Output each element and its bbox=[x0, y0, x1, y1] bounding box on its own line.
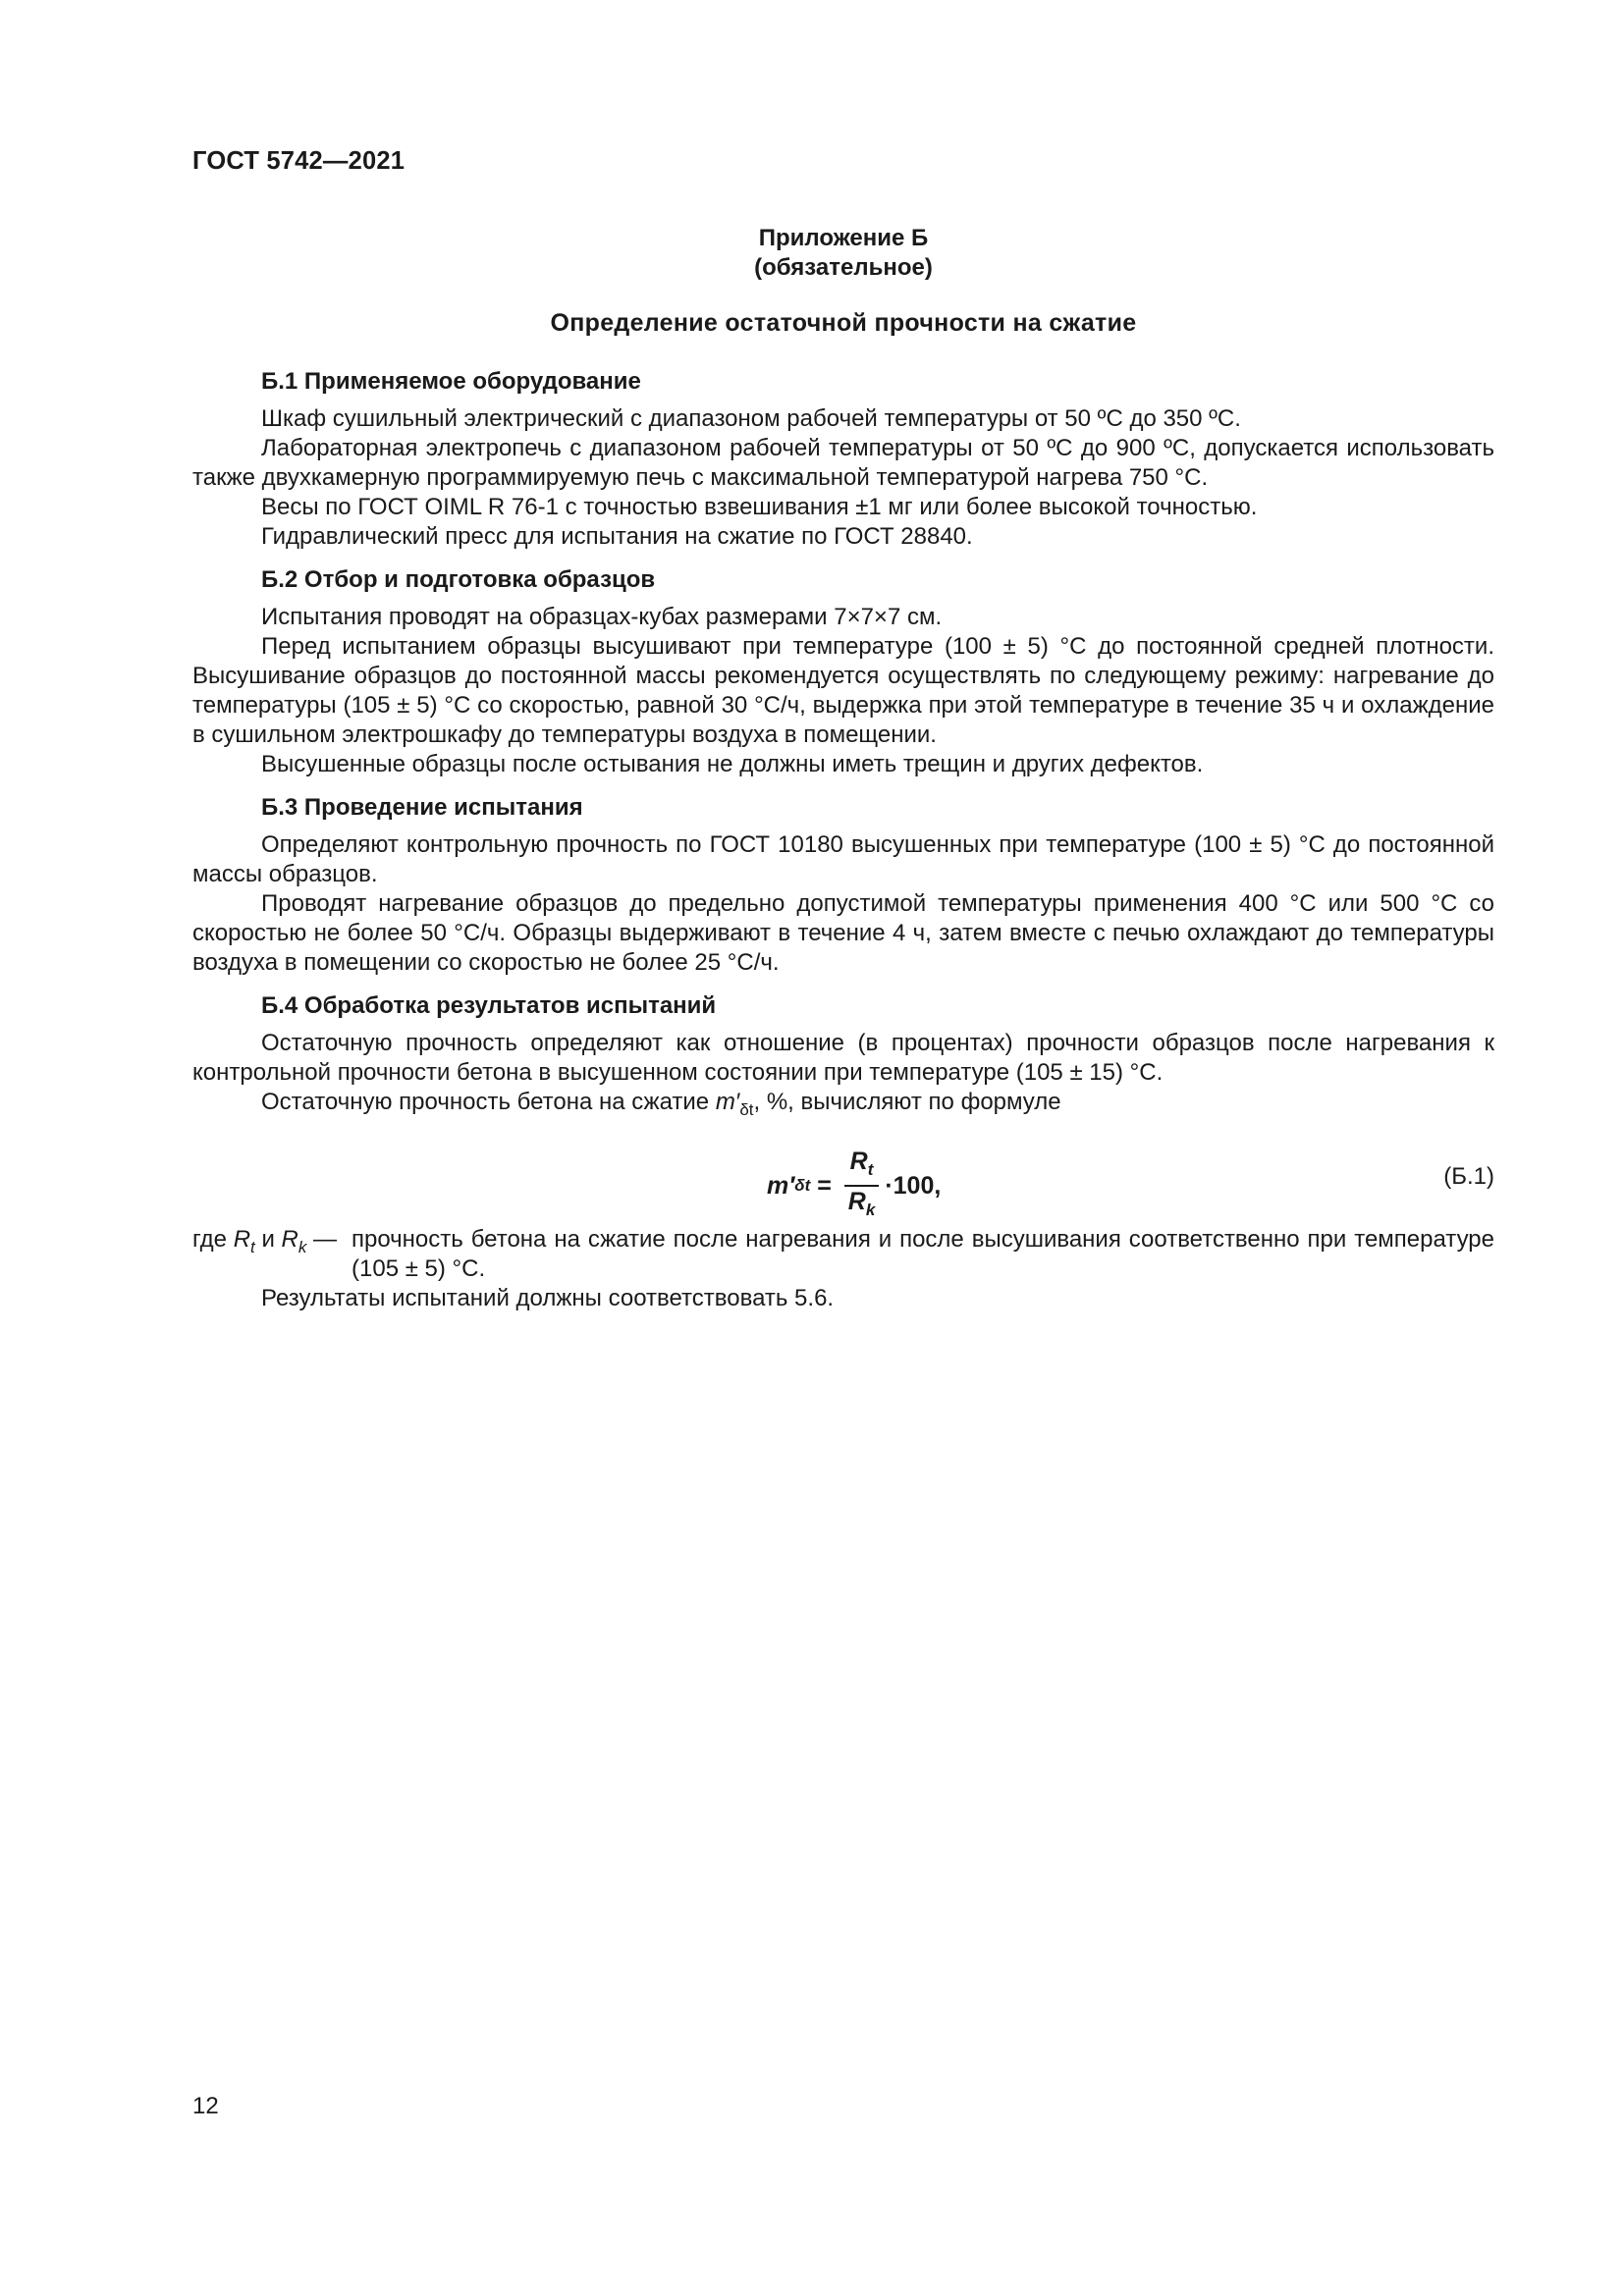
formula-equals: = bbox=[810, 1171, 839, 1200]
formula-number: (Б.1) bbox=[1443, 1162, 1494, 1190]
paragraph: Перед испытанием образцы высушивают при температуре (100 ± 5) °С до постоянной средней плотности. Высушивание образцов до постоянной массы рекомендуется осуществлять по следующему режиму: нагревание до температуры (105 ± 5) °С со скоростью, равной 30 °С/ч, выдержка при этой температуре в течение 35 ч и охлаждение в сушильном электрошкафу до температуры воздуха в помещении. bbox=[192, 633, 1494, 748]
annex-title: Приложение Б bbox=[758, 225, 929, 251]
formula-lhs: m′ bbox=[767, 1171, 795, 1200]
where-prefix: где bbox=[192, 1225, 234, 1253]
numerator-symbol: R bbox=[849, 1147, 868, 1175]
section-heading: Б.2 Отбор и подготовка образцов bbox=[261, 566, 656, 593]
formula bbox=[767, 1147, 941, 1225]
conclusion-paragraph: Результаты испытаний должны соответствовать 5.6. bbox=[261, 1284, 835, 1311]
paragraph bbox=[192, 1088, 1494, 1125]
where-terms bbox=[192, 1225, 352, 1284]
paragraph: Проводят нагревание образцов до предельно допустимой температуры применения 400 °С или 500 °С со скоростью не более 50 °С/ч. Образцы выдерживают в течение 4 ч, затем вместе с печью охлаждают до температуры воздуха в помещении со скоростью не более 25 °С/ч. bbox=[192, 890, 1494, 976]
text-run: Остаточную прочность бетона на сжатие bbox=[261, 1089, 716, 1115]
text-run: , %, вычисляют по формуле bbox=[753, 1089, 1061, 1115]
formula-lhs-subscript: δt bbox=[794, 1175, 811, 1195]
where-and: и bbox=[254, 1225, 282, 1253]
annex-type: (обязательное) bbox=[754, 254, 933, 281]
annex-heading: Определение остаточной прочности на сжатие bbox=[550, 309, 1137, 337]
paragraph: Лабораторная электропечь с диапазоном рабочей температуры от 50 ºС до 900 ºС, допускается использовать также двухкамерную программируемую печь с максимальной температурой нагрева 750 °С. bbox=[192, 435, 1494, 491]
symbol-subscript: δt bbox=[739, 1099, 754, 1119]
fraction-numerator bbox=[844, 1147, 880, 1187]
where-definition: прочность бетона на сжатие после нагревания и после высушивания соответственно при температуре (105 ± 5) °С. bbox=[352, 1225, 1494, 1282]
denominator-subscript: k bbox=[865, 1200, 876, 1219]
paragraph: Остаточную прочность определяют как отношение (в процентах) прочности образцов после нагревания к контрольной прочности бетона в высушенном состоянии при температуре (105 ± 15) °С. bbox=[192, 1030, 1494, 1086]
where-subscript-t: t bbox=[250, 1237, 255, 1256]
section-heading: Б.4 Обработка результатов испытаний bbox=[261, 992, 717, 1019]
section-b4 bbox=[192, 991, 1494, 1125]
where-symbol-rk: R bbox=[281, 1225, 298, 1253]
section-b2 bbox=[192, 565, 1494, 779]
paragraph: Испытания проводят на образцах-кубах размерами 7×7×7 см. bbox=[261, 604, 943, 630]
numerator-subscript: t bbox=[867, 1159, 874, 1179]
where-subscript-k: k bbox=[298, 1237, 307, 1256]
symbol-m: m′ bbox=[715, 1089, 740, 1115]
paragraph: Весы по ГОСТ OIML R 76-1 с точностью взвешивания ±1 мг или более высокой точностью. bbox=[261, 494, 1258, 520]
where-dash: — bbox=[306, 1225, 338, 1253]
denominator-symbol: R bbox=[847, 1187, 866, 1215]
document-code-header: ГОСТ 5742—2021 bbox=[192, 147, 406, 175]
paragraph: Шкаф сушильный электрический с диапазоном рабочей температуры от 50 ºС до 350 ºС. bbox=[261, 405, 1241, 432]
page-number: 12 bbox=[192, 2093, 219, 2119]
section-b1 bbox=[192, 367, 1494, 552]
paragraph: Высушенные образцы после остывания не должны иметь трещин и других дефектов. bbox=[261, 751, 1204, 777]
formula-rhs: ·100, bbox=[885, 1171, 942, 1200]
paragraph: Гидравлический пресс для испытания на сжатие по ГОСТ 28840. bbox=[261, 523, 973, 550]
formula-block bbox=[192, 1145, 1494, 1219]
section-heading: Б.3 Проведение испытания bbox=[261, 794, 583, 821]
section-b3 bbox=[192, 793, 1494, 978]
paragraph: Определяют контрольную прочность по ГОСТ 10180 высушенных при температуре (100 ± 5) °С до постоянной массы образцов. bbox=[192, 831, 1494, 887]
formula-fraction bbox=[842, 1147, 882, 1225]
where-symbol-rt: R bbox=[233, 1225, 251, 1253]
page-content bbox=[192, 224, 1494, 1313]
where-clause bbox=[192, 1225, 1494, 1284]
section-heading: Б.1 Применяемое оборудование bbox=[261, 368, 641, 395]
fraction-denominator bbox=[842, 1187, 882, 1225]
